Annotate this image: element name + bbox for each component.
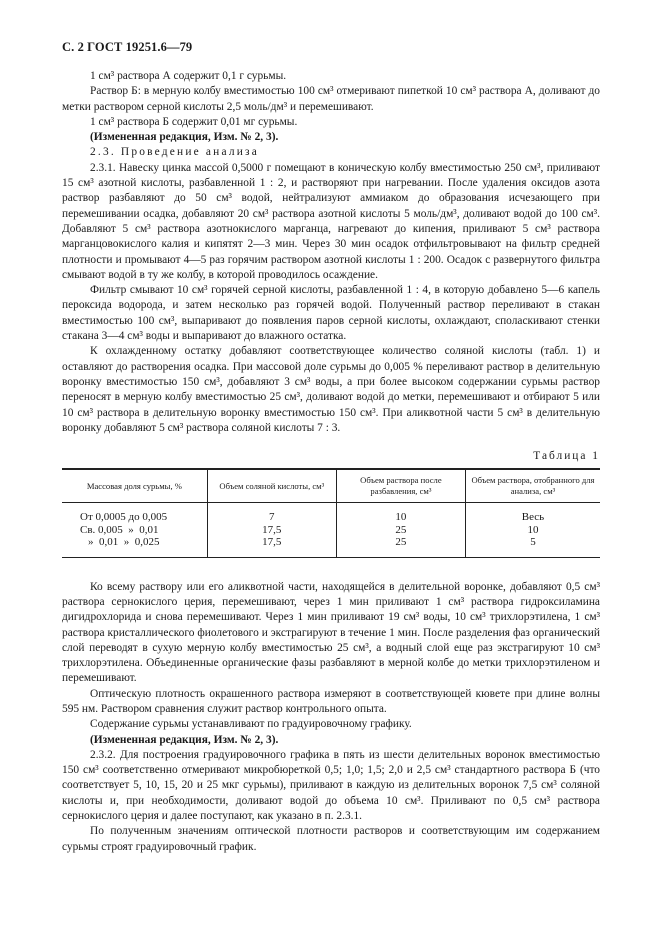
table-cell: 25 (336, 536, 465, 557)
table-cell: 10 (336, 503, 465, 524)
table-cell: 17,5 (207, 524, 336, 537)
table-caption: Таблица 1 (533, 450, 600, 463)
page-header: С. 2 ГОСТ 19251.6—79 (62, 40, 193, 54)
table-header-row (62, 469, 600, 503)
paragraph-solution-b: Раствор Б: в мерную колбу вместимостью 100 см³ отмеривают пипеткой 10 см³ раствора А, доливают до метки раствором серной кислоты 2,5 моль/дм³ и перемешивают. (62, 85, 600, 113)
revision-note: (Измененная редакция, Изм. № 2, 3). (90, 131, 279, 144)
paragraph-calibration-note: Содержание сурьмы устанавливают по градуировочному графику. (90, 718, 412, 731)
paragraph-filter: Фильтр смывают 10 см³ горячей серной кислоты, разбавленной 1 : 4, в которую добавлено 5—6 капель пероксида водорода, и затем несколько раз горячей водой. Полученный раствор переливают в стакан вместимостью 100 см³, выпаривают до появления паров серной кислоты, охлаждают, споласкивают стенки стакана 3—4 см³ воды и выпаривают до влажного остатка. (62, 284, 600, 343)
document-page (62, 40, 600, 855)
paragraph-2-3-2: 2.3.2. Для построения градуировочного графика в пять из шести делительных воронок вместимостью 150 см³ соответственно отмеривают микробюреткой 0,5; 1,0; 1,5; 2,0 и 2,5 см³ стандартного раствора Б (что соответствует 5, 10, 15, 20 и 25 мкг сурьмы), приливают в каждую из делительных воронок 7,5 см³ соляной кислоты и, при необходимости, доливают водой до объема 10 см³. Приливают по 0,5 см³ раствора сернокислого церия и далее поступают, как указано в п. 2.3.1. (62, 748, 600, 823)
table-cell: 5 (465, 536, 600, 557)
table-cell: 7 (207, 503, 336, 524)
table-header-cell: Массовая доля сурьмы, % (62, 469, 207, 503)
paragraph-graph: По полученным значениям оптической плотности растворов и соответствующим им содержанием сурьмы строят градуировочный график. (62, 825, 600, 853)
table-bottom-rule (62, 557, 600, 558)
table-cell: Св. 0,005 » 0,01 (80, 523, 159, 536)
table-cell: От 0,0005 до 0,005 (80, 511, 168, 524)
table-cell: » 0,01 » 0,025 (88, 536, 160, 549)
revision-note: (Измененная редакция, Изм. № 2, 3). (90, 733, 279, 746)
paragraph-residue: К охлажденному остатку добавляют соответствующее количество соляной кислоты (табл. 1) и оставляют до растворения осадка. При массовой доле сурьмы до 0,005 % переливают раствор в делительную воронку вместимостью 150 см³, добавляют 3 см³ воды, а при более высоком содержании сурьмы раствор переносят в мерную колбу вместимостью 25 см³, доливают водой до метки, перемешивают и отбирают 5 или 10 см³ раствора в делительную воронку вместимостью 150 см³. При аликвотной части 5 см³ в делительную воронку добавляют 5 см³ раствора соляной кислоты 7 : 3. (62, 345, 600, 434)
table-header-cell: Объем раствора, отобранного для анализа, см³ (465, 469, 600, 503)
table-header-cell: Объем раствора после разбавления, см³ (336, 469, 465, 503)
table-cell: Весь (465, 503, 600, 524)
paragraph-solution-a-content: 1 см³ раствора А содержит 0,1 г сурьмы. (90, 70, 287, 82)
table-cell: 17,5 (207, 536, 336, 557)
table-cell: 10 (465, 524, 600, 537)
paragraph-extraction: Ко всему раствору или его аликвотной части, находящейся в делительной воронке, добавляют 0,5 см³ раствора сернокислого церия, перемешивают, через 1 мин приливают 1 см³ раствора гидроксиламина дигидрохлорида и снова перемешивают. Через 1 мин приливают 19 см³ воды, 10 см³ трихлорэтилена, 1 см³ раствора кристаллического фиолетового и экстрагируют в течение 1 мин. После разделения фаз органический слой переводят в сухую мерную колбу вместимостью 25 см³, а водный слой еще раз экстрагируют 10 см³ трихлорэтилена. Объединенные органические фазы разбавляют в мерной колбе до метки трихлорэтиленом и перемешивают. (62, 580, 600, 685)
table-header-cell: Объем соляной кислоты, см³ (207, 469, 336, 503)
table-cell: 25 (336, 524, 465, 537)
table-row (62, 524, 600, 537)
paragraph-2-3-1: 2.3.1. Навеску цинка массой 0,5000 г помещают в коническую колбу вместимостью 250 см³, приливают 15 см³ азотной кислоты, разбавленной 1 : 2, и растворяют при нагревании. После удаления оксидов азота раствор разбавляют до 50 см³ водой, нейтрализуют аммиаком до образования исчезающего при перемешивании осадка, добавляют 20 см³ раствора азотной кислоты 5 моль/дм³, доливают водой до 100 см³. Добавляют 5 см³ раствора азотнокислого марганца, нагревают до кипения, приливают 5 см³ раствора марганцовокислого калия и кипятят 2—3 мин. Через 30 мин осадок отфильтровывают на фильтр средней плотности и промывают 4—5 раз горячим раствором азотной кислоты 1 : 200. Осадок с развернутого фильтра смывают водой в ту же колбу, в которой проводилось осаждение. (62, 161, 600, 281)
paragraph-optical-density: Оптическую плотность окрашенного раствора измеряют в соответствующей кювете при длине волны 595 нм. Раствором сравнения служит раствор контрольного опыта. (62, 687, 600, 715)
paragraph-solution-b-content: 1 см³ раствора Б содержит 0,01 мг сурьмы. (90, 115, 298, 128)
table-row (62, 503, 600, 524)
table-row (62, 536, 600, 557)
section-heading-2-3: 2.3. Проведение анализа (90, 146, 259, 159)
table-1 (62, 468, 600, 557)
